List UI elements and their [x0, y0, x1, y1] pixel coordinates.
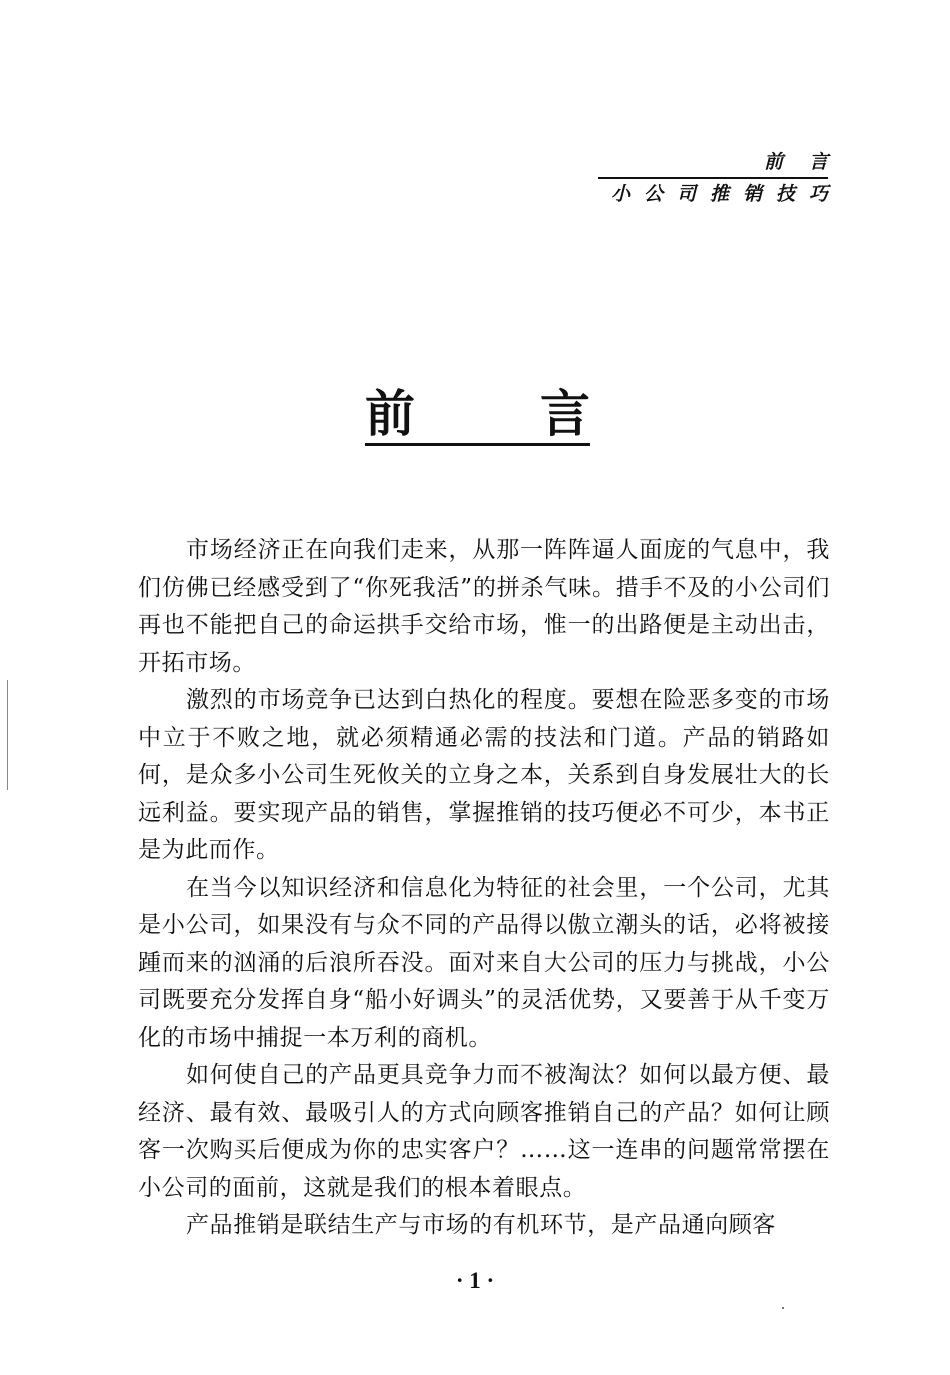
running-header [568, 148, 854, 208]
paragraph: 市场经济正在向我们走来，从那一阵阵逼人面庞的气息中，我们仿佛已经感受到了“你死我活”的拼杀气味。措手不及的小公司们再也不能把自己的命运拱手交给市场，惟一的出路便是主动出击，开拓市场。 [138, 537, 830, 676]
body-text [138, 532, 830, 1245]
paragraph: 如何使自己的产品更具竞争力而不被淘汰？如何以最方便、最经济、最有效、最吸引人的方式向顾客推销自己的产品？如何让顾客一次购买后便成为你的忠实客户？……这一连串的问题常常摆在小公司的面前，这就是我们的根本着眼点。 [138, 1062, 830, 1201]
paragraph: 在当今以知识经济和信息化为特征的社会里，一个公司，尤其是小公司，如果没有与众不同的产品得以傲立潮头的话，必将被接踵而来的汹涌的后浪所吞没。面对来自大公司的压力与挑战，小公司既要充分发挥自身“船小好调头”的灵活优势，又要善于从千变万化的市场中捕捉一本万利的商机。 [138, 874, 830, 1051]
scan-speck [782, 1307, 784, 1309]
scan-edge-mark [7, 680, 8, 790]
page-title-char-2: 言 [540, 384, 590, 443]
running-header-rule [598, 177, 828, 179]
paragraph: 激烈的市场竞争已达到白热化的程度。要想在险恶多变的市场中立于不败之地，就必须精通必需的技法和门道。产品的销路如何，是众多小公司生死攸关的立身之本，关系到自身发展壮大的长远利益。要实现产品的销售，掌握推销的技巧便必不可少，本书正是为此而作。 [138, 687, 830, 863]
page-title-char-1: 前 [365, 384, 415, 443]
paragraph: 产品推销是联结生产与市场的有机环节，是产品通向顾客 [186, 1212, 776, 1238]
page-title [365, 385, 590, 446]
page-number: · 1 · [455, 1268, 495, 1293]
running-header-chapter: 前言 [763, 151, 854, 173]
running-header-book-title: 小公司推销技巧 [610, 183, 842, 205]
